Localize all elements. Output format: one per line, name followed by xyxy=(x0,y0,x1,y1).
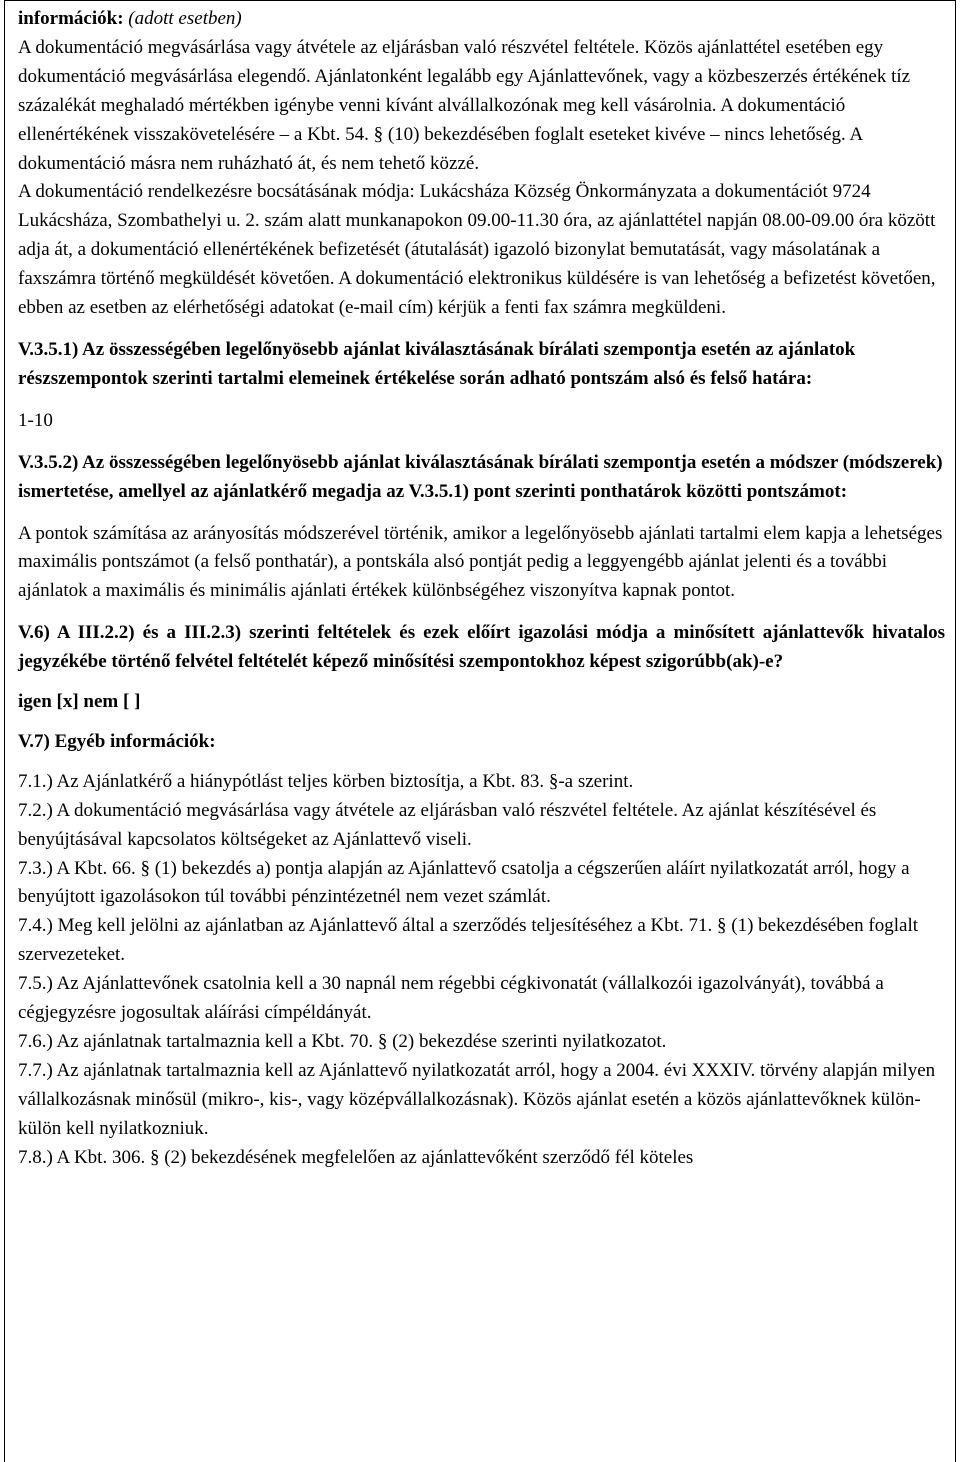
other-info-item: 7.6.) Az ajánlatnak tartalmaznia kell a Kbt. 70. § (2) bekezdése szerinti nyilatkozatot. xyxy=(18,1031,667,1052)
other-info-item: 7.7.) Az ajánlatnak tartalmaznia kell az Ajánlattevő nyilatkozatát arról, hogy a 2004. évi XXXIV. törvény alapján milyen vállalkozásnak minősül (mikro-, kis-, vagy középvállalkozásnak). Közös ajánlat esetén a közös ajánlattevőknek külön-külön kell nyilatkozniuk. xyxy=(18,1059,936,1139)
other-info-item: 7.4.) Meg kell jelölni az ajánlatban az Ajánlattevő által a szerződés teljesítéséhez a Kbt. 71. § (1) bekezdésében foglalt szervezeteket. xyxy=(18,915,919,966)
v352-method-text: A pontok számítása az arányosítás módszerével történik, amikor a legelőnyösebb ajánlati tartalmi elem kapja a lehetséges maximális pontszámot (a felső ponthatár), a pontskála alsó pontját pedig a leggyengébb ajánlat jelenti és a további ajánlatok a maximális és minimális ajánlati értékek különbségéhez viszonyítva kapnak pontot. xyxy=(18,522,943,602)
v6-answer: igen [x] nem [ ] xyxy=(18,691,141,713)
heading-v351: V.3.5.1) Az összességében legelőnyösebb ajánlat kiválasztásának bírálati szempontja esetén az ajánlatok részszempontok szerinti tartalmi elemeinek értékelése során adható pontszám alsó és felső határa: xyxy=(18,338,856,389)
section-header xyxy=(18,5,945,34)
document-page xyxy=(4,0,956,1462)
v351-value: 1-10 xyxy=(18,409,53,431)
other-info-item: 7.1.) Az Ajánlatkérő a hiánypótlást teljes körben biztosítja, a Kbt. 83. §-a szerint. xyxy=(18,770,634,792)
other-info-item: 7.5.) Az Ajánlattevőnek csatolnia kell a 30 napnál nem régebbi cégkivonatát (vállalkozói igazolványát), továbbá a cégjegyzésre jogosultak aláírási címpéldányát. xyxy=(18,973,884,1024)
section-header-qualifier: (adott esetben) xyxy=(128,8,242,29)
info-paragraph-2: A dokumentáció rendelkezésre bocsátásának módja: Lukácsháza Község Önkormányzata a dokumentációt 9724 Lukácsháza, Szombathelyi u. 2. szám alatt munkanapokon 09.00-11.30 óra, az ajánlattétel napján 08.00-09.00 óra között adja át, a dokumentáció ellenértékének befizetését (átutalását) igazoló bizonylat bemutatását, vagy másolatának a faxszámra történő megküldését követően. A dokumentáció elektronikus küldésére is van lehetőség a befizetést követően, ebben az esetben az elérhetőségi adatokat (e-mail cím) kérjük a fenti fax számra megküldeni. xyxy=(18,181,936,319)
other-info-item: 7.3.) A Kbt. 66. § (1) bekezdés a) pontja alapján az Ajánlattevő csatolja a cégszerűen aláírt nyilatkozatát arról, hogy a benyújtott igazolásokon túl további pénzintézetnél nem vezet számlát. xyxy=(18,857,910,908)
heading-v7: V.7) Egyéb információk: xyxy=(18,730,216,752)
other-info-list xyxy=(18,768,945,1173)
heading-v352: V.3.5.2) Az összességében legelőnyösebb ajánlat kiválasztásának bírálati szempontja esetén a módszer (módszerek) ismertetése, amellyel az ajánlatkérő megadja az V.3.5.1) pont szerinti ponthatárok közötti pontszámot: xyxy=(18,451,943,502)
info-paragraph-1: A dokumentáció megvásárlása vagy átvétele az eljárásban való részvétel feltétele. Közös ajánlattétel esetében egy dokumentáció megvásárlása elegendő. Ajánlatonként legalább egy Ajánlattevőnek, vagy a közbeszerzés értékének tíz százalékát meghaladó mértékben igénybe venni kívánt alvállalkozónak meg kell vásárolnia. A dokumentáció ellenértékének visszakövetelésére – a Kbt. 54. § (10) bekezdésében foglalt eseteket kivéve – nincs lehetőség. A dokumentáció másra nem ruházható át, és nem tehető közzé. xyxy=(18,36,911,174)
other-info-item: 7.2.) A dokumentáció megvásárlása vagy átvétele az eljárásban való részvétel feltétele. Az ajánlat készítésével és benyújtásával kapcsolatos költségeket az Ajánlattevő viseli. xyxy=(18,799,877,850)
other-info-item: 7.8.) A Kbt. 306. § (2) bekezdésének megfelelően az ajánlattevőként szerződő fél köteles xyxy=(18,1146,694,1168)
heading-v6: V.6) A III.2.2) és a III.2.3) szerinti feltételek és ezek előírt igazolási módja a minősített ajánlattevők hivatalos jegyzékébe történő felvétel feltételét képező minősítési szempontokhoz képest szigorúbb(ak)-e? xyxy=(18,622,945,673)
section-header-title: információk: xyxy=(18,8,124,29)
